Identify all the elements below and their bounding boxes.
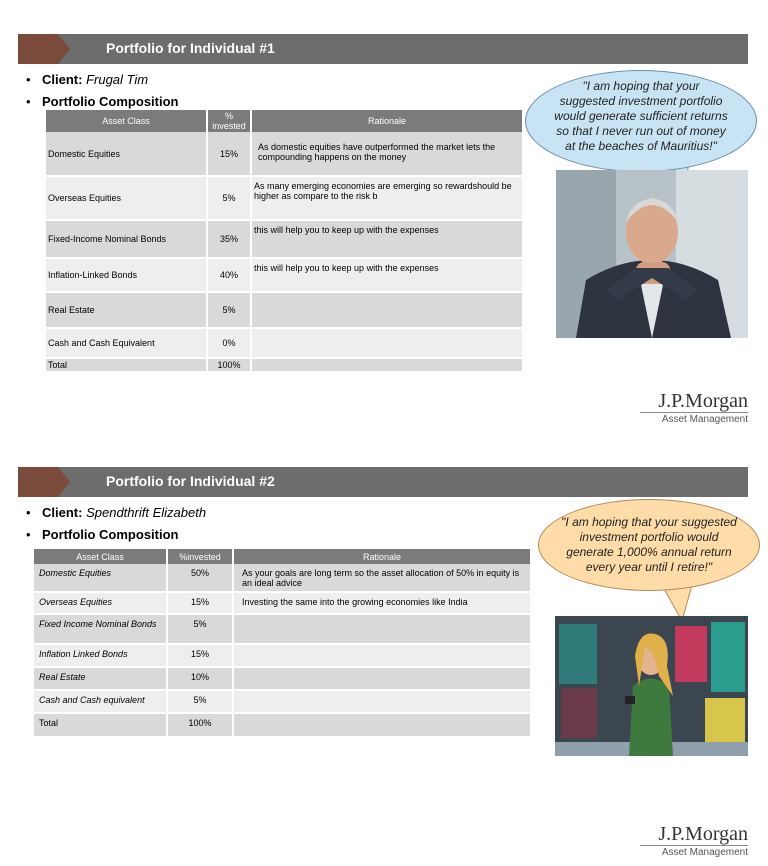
asset-cell: Overseas Equities (34, 592, 167, 614)
jpmorgan-logo (640, 390, 748, 426)
woman-with-phone-photo-icon (555, 616, 748, 756)
speech-bubble (538, 499, 760, 591)
table-row (34, 592, 531, 614)
pct-cell: 5% (207, 176, 251, 220)
table-row (34, 564, 531, 592)
table-row (34, 614, 531, 644)
asset-cell: Overseas Equities (46, 176, 207, 220)
asset-cell: Cash and Cash Equivalent (46, 328, 207, 358)
pct-cell: 15% (167, 592, 233, 614)
asset-cell: Fixed Income Nominal Bonds (34, 614, 167, 644)
client-photo (556, 170, 748, 338)
logo-subtitle: Asset Management (640, 845, 748, 859)
table-row (46, 132, 523, 176)
pct-cell: 15% (207, 132, 251, 176)
slide-title: Portfolio for Individual #2 (106, 473, 275, 489)
composition-bullet (26, 94, 178, 109)
asset-cell: Fixed-Income Nominal Bonds (46, 220, 207, 258)
logo-subtitle: Asset Management (640, 412, 748, 426)
client-label: Client: (42, 72, 83, 87)
rationale-cell (233, 614, 531, 644)
pct-cell: 5% (167, 614, 233, 644)
bullet-icon: • (26, 94, 31, 109)
asset-cell: Domestic Equities (46, 132, 207, 176)
asset-cell: Inflation Linked Bonds (34, 644, 167, 667)
speech-bubble (525, 70, 757, 172)
slide-title: Portfolio for Individual #1 (106, 40, 275, 56)
elderly-man-photo-icon (556, 170, 748, 338)
pct-cell: 50% (167, 564, 233, 592)
table-row (34, 644, 531, 667)
rationale-cell: As domestic equities have outperformed the market lets the compounding happens on the money (251, 132, 523, 176)
table-row (46, 328, 523, 358)
rationale-cell (251, 358, 523, 372)
rationale-cell (233, 713, 531, 737)
pct-cell: 35% (207, 220, 251, 258)
table-row (46, 258, 523, 292)
logo-wordmark: J.P.Morgan (658, 390, 748, 412)
table-row (34, 690, 531, 713)
asset-cell: Domestic Equities (34, 564, 167, 592)
pct-cell: 100% (167, 713, 233, 737)
bullet-icon: • (26, 505, 31, 520)
portfolio-table (34, 549, 532, 738)
header-pct-invested: %invested (167, 549, 233, 564)
pct-cell: 5% (167, 690, 233, 713)
rationale-cell: As your goals are long term so the asset allocation of 50% in equity is an ideal advice (233, 564, 531, 592)
pct-cell: 40% (207, 258, 251, 292)
bullet-icon: • (26, 72, 31, 87)
asset-cell: Total (34, 713, 167, 737)
banner-accent (18, 34, 58, 64)
rationale-cell: As many emerging economies are emerging so rewardshould be higher as compare to the risk b (251, 176, 523, 220)
table-total-row (46, 358, 523, 372)
table-row (46, 220, 523, 258)
client-quote: "I am hoping that your suggested investment portfolio would generate sufficient returns so that I never run out of money at the beaches of Mauritius!" (554, 79, 728, 153)
client-quote: "I am hoping that your suggested investment portfolio would generate 1,000% annual return every year until I retire!" (561, 515, 737, 574)
slide-2 (0, 433, 768, 866)
asset-cell: Total (46, 358, 207, 372)
bullet-icon: • (26, 527, 31, 542)
table-row (34, 667, 531, 690)
asset-cell: Cash and Cash equivalent (34, 690, 167, 713)
title-banner (18, 467, 748, 497)
client-name: Frugal Tim (86, 72, 149, 87)
asset-cell: Real Estate (46, 292, 207, 328)
header-asset-class: Asset Class (34, 549, 167, 564)
jpmorgan-logo (640, 823, 748, 859)
banner-chevron-icon (58, 467, 70, 497)
banner-accent (18, 467, 58, 497)
title-banner (18, 34, 748, 64)
composition-label: Portfolio Composition (42, 94, 179, 109)
rationale-cell (233, 690, 531, 713)
banner-chevron-icon (58, 34, 70, 64)
asset-cell: Inflation-Linked Bonds (46, 258, 207, 292)
client-name: Spendthrift Elizabeth (86, 505, 207, 520)
logo-wordmark: J.P.Morgan (658, 823, 748, 845)
pct-cell: 10% (167, 667, 233, 690)
pct-cell: 15% (167, 644, 233, 667)
client-photo (555, 616, 748, 756)
header-rationale: Rationale (233, 549, 531, 564)
pct-cell: 0% (207, 328, 251, 358)
table-row (46, 292, 523, 328)
rationale-cell (251, 292, 523, 328)
header-asset-class: Asset Class (46, 110, 207, 132)
pct-cell: 100% (207, 358, 251, 372)
composition-label: Portfolio Composition (42, 527, 179, 542)
table-header-row (34, 549, 531, 564)
rationale-cell: this will help you to keep up with the expenses (251, 258, 523, 292)
client-label: Client: (42, 505, 83, 520)
rationale-cell (233, 667, 531, 690)
table-header-row (46, 110, 523, 132)
header-rationale: Rationale (251, 110, 523, 132)
banner-chevron-icon (70, 467, 82, 497)
pct-cell: 5% (207, 292, 251, 328)
portfolio-table (46, 110, 524, 373)
header-pct-invested: % invested (207, 110, 251, 132)
rationale-cell (233, 644, 531, 667)
rationale-cell (251, 328, 523, 358)
asset-cell: Real Estate (34, 667, 167, 690)
client-bullet (26, 72, 148, 87)
client-bullet (26, 505, 206, 520)
banner-chevron-icon (70, 34, 82, 64)
rationale-cell: this will help you to keep up with the expenses (251, 220, 523, 258)
composition-bullet (26, 527, 178, 542)
rationale-cell: Investing the same into the growing economies like India (233, 592, 531, 614)
table-total-row (34, 713, 531, 737)
table-row (46, 176, 523, 220)
